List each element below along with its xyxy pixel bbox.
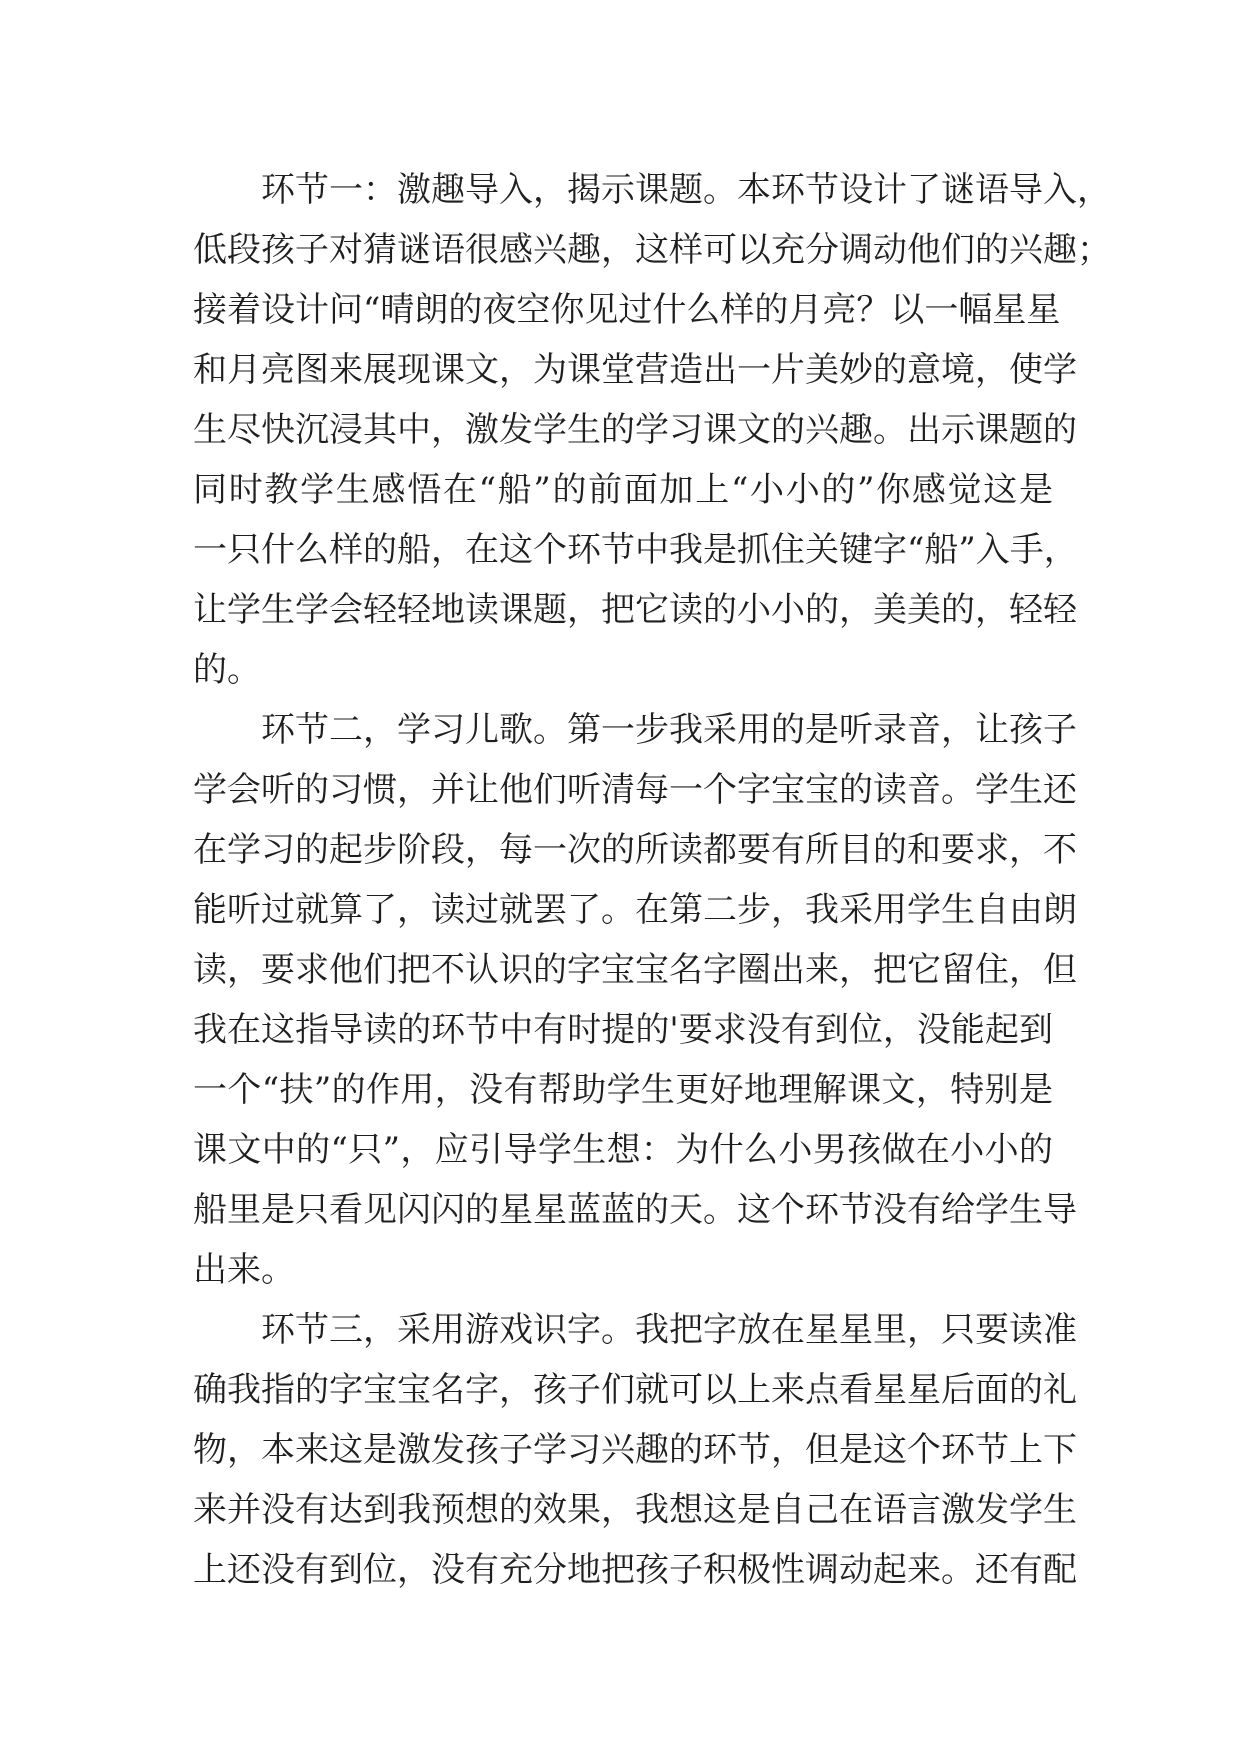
paragraph-1-line-3: 接着设计问“晴朗的夜空你见过什么样的月亮？以一幅星星	[193, 290, 1061, 330]
document-body	[193, 160, 1111, 1600]
paragraph-3-line-2: 确我指的字宝宝名字，孩子们就可以上来点看星星后面的礼	[193, 1370, 1077, 1410]
paragraph-1-line-4: 和月亮图来展现课文，为课堂营造出一片美妙的意境，使学	[193, 350, 1077, 390]
paragraph-2-line-4: 能听过就算了，读过就罢了。在第二步，我采用学生自由朗	[193, 890, 1077, 930]
paragraph-3-line-1: 环节三，采用游戏识字。我把字放在星星里，只要读准	[261, 1310, 1077, 1350]
paragraph-2-line-5: 读，要求他们把不认识的字宝宝名字圈出来，把它留住，但	[193, 950, 1077, 990]
paragraph-1-line-9: 的。	[193, 650, 261, 690]
paragraph-1-line-8: 让学生学会轻轻地读课题，把它读的小小的，美美的，轻轻	[193, 590, 1077, 630]
paragraph-3-line-5: 上还没有到位，没有充分地把孩子积极性调动起来。还有配	[193, 1550, 1077, 1590]
paragraph-2-line-3: 在学习的起步阶段，每一次的所读都要有所目的和要求，不	[193, 830, 1077, 870]
paragraph-2-line-6: 我在这指导读的环节中有时提的'要求没有到位，没能起到	[193, 1010, 1053, 1050]
paragraph-1-line-1: 环节一：激趣导入，揭示课题。本环节设计了谜语导入，	[261, 170, 1111, 210]
paragraph-2-line-8: 课文中的“只”，应引导学生想：为什么小男孩做在小小的	[193, 1130, 1053, 1170]
paragraph-2-line-9: 船里是只看见闪闪的星星蓝蓝的天。这个环节没有给学生导	[193, 1190, 1077, 1230]
paragraph-1-line-5: 生尽快沉浸其中，激发学生的学习课文的兴趣。出示课题的	[193, 410, 1077, 450]
paragraph-1-line-2: 低段孩子对猜谜语很感兴趣，这样可以充分调动他们的兴趣；	[193, 230, 1111, 270]
paragraph-2-line-10: 出来。	[193, 1250, 295, 1290]
paragraph-1-line-6: 同时教学生感悟在“船”的前面加上“小小的”你感觉这是	[193, 470, 1053, 510]
paragraph-2-line-1: 环节二，学习儿歌。第一步我采用的是听录音，让孩子	[261, 710, 1077, 750]
paragraph-3-line-4: 来并没有达到我预想的效果，我想这是自己在语言激发学生	[193, 1490, 1077, 1530]
paragraph-3-line-3: 物，本来这是激发孩子学习兴趣的环节，但是这个环节上下	[193, 1430, 1077, 1470]
paragraph-2-line-7: 一个“扶”的作用，没有帮助学生更好地理解课文，特别是	[193, 1070, 1053, 1110]
paragraph-1-line-7: 一只什么样的船，在这个环节中我是抓住关键字“船”入手，	[193, 530, 1078, 570]
paragraph-2-line-2: 学会听的习惯，并让他们听清每一个字宝宝的读音。学生还	[193, 770, 1077, 810]
